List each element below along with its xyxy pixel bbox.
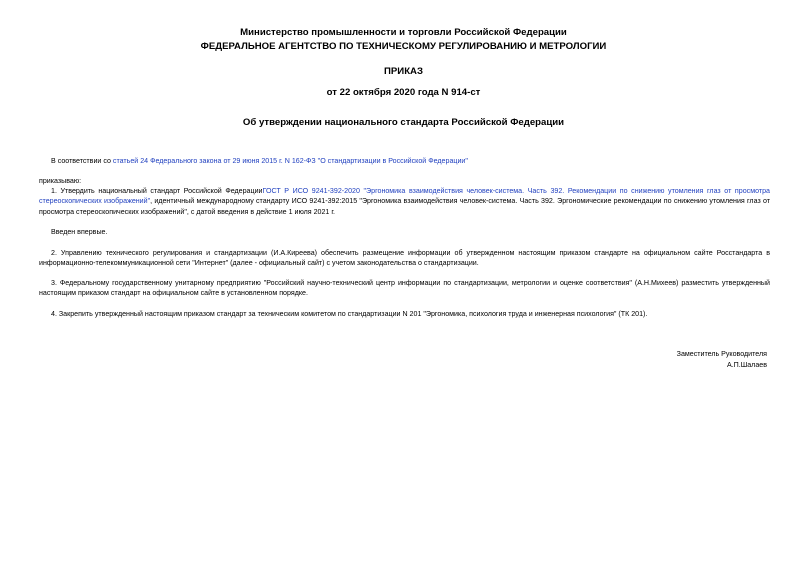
federal-law-link[interactable]: статьей 24 Федерального закона от 29 июня 2015 г. N 162-ФЗ "О стандартизации в Российской Федерации" xyxy=(112,157,468,165)
introduced-note: Введен впервые. xyxy=(51,228,108,236)
order-item-3: 3. Федеральному государственному унитарному предприятию "Российский научно-технический центр информации по стандартизации, метрологии и оценке соответствия" (А.Н.Михеев) разместить утвержденный настоящим приказом стандарт на официальном сайте в установленном порядке. xyxy=(39,279,770,298)
order-item-4: 4. Закрепить утвержденный настоящим приказом стандарт за техническим комитетом по стандартизации N 201 "Эргономика, психология труда и инженерная психология" (ТК 201). xyxy=(51,310,648,318)
preamble xyxy=(51,156,468,166)
document-title: Об утверждении национального стандарта Российской Федерации xyxy=(242,117,565,128)
signer-position: Заместитель Руководителя xyxy=(676,350,767,358)
order-word: приказываю: xyxy=(39,177,82,185)
preamble-prefix: В соответствии со xyxy=(51,157,113,165)
document-date-number: от 22 октября 2020 года N 914-ст xyxy=(326,87,481,98)
item1-prefix: 1. Утвердить национальный стандарт Российской Федерации xyxy=(51,187,263,195)
document-type: ПРИКАЗ xyxy=(384,66,423,77)
ministry-heading: Министерство промышленности и торговли Российской Федерации xyxy=(240,27,567,38)
agency-heading: ФЕДЕРАЛЬНОЕ АГЕНТСТВО ПО ТЕХНИЧЕСКОМУ РЕГУЛИРОВАНИЮ И МЕТРОЛОГИИ xyxy=(200,41,607,52)
order-item-2: 2. Управлению технического регулирования и стандартизации (И.А.Киреева) обеспечить размещение информации об утвержденном настоящим приказом стандарте на официальном сайте Росстандарта в информационно-телекоммуникационной сети "Интернет" (далее - официальный сайт) с учетом законодательства о стандартизации. xyxy=(39,249,770,268)
item1-suffix: , идентичный международному стандарту ИСО 9241-392:2015 "Эргономика взаимодействия человек-система. Часть 392. Эргономические рекомендации по снижению утомления глаз от просмотра стереоскопических изображений", с датой введения в действие 1 июля 2021 г. xyxy=(39,197,770,216)
gost-standard-link[interactable]: ГОСТ Р ИСО 9241-392-2020 "Эргономика взаимодействия человек-система. Часть 392. Рекомендации по снижению утомления глаз от просмотра стереоскопических изображений" xyxy=(39,187,770,206)
signer-name: А.П.Шалаев xyxy=(726,361,767,369)
order-item-1 xyxy=(39,186,770,217)
